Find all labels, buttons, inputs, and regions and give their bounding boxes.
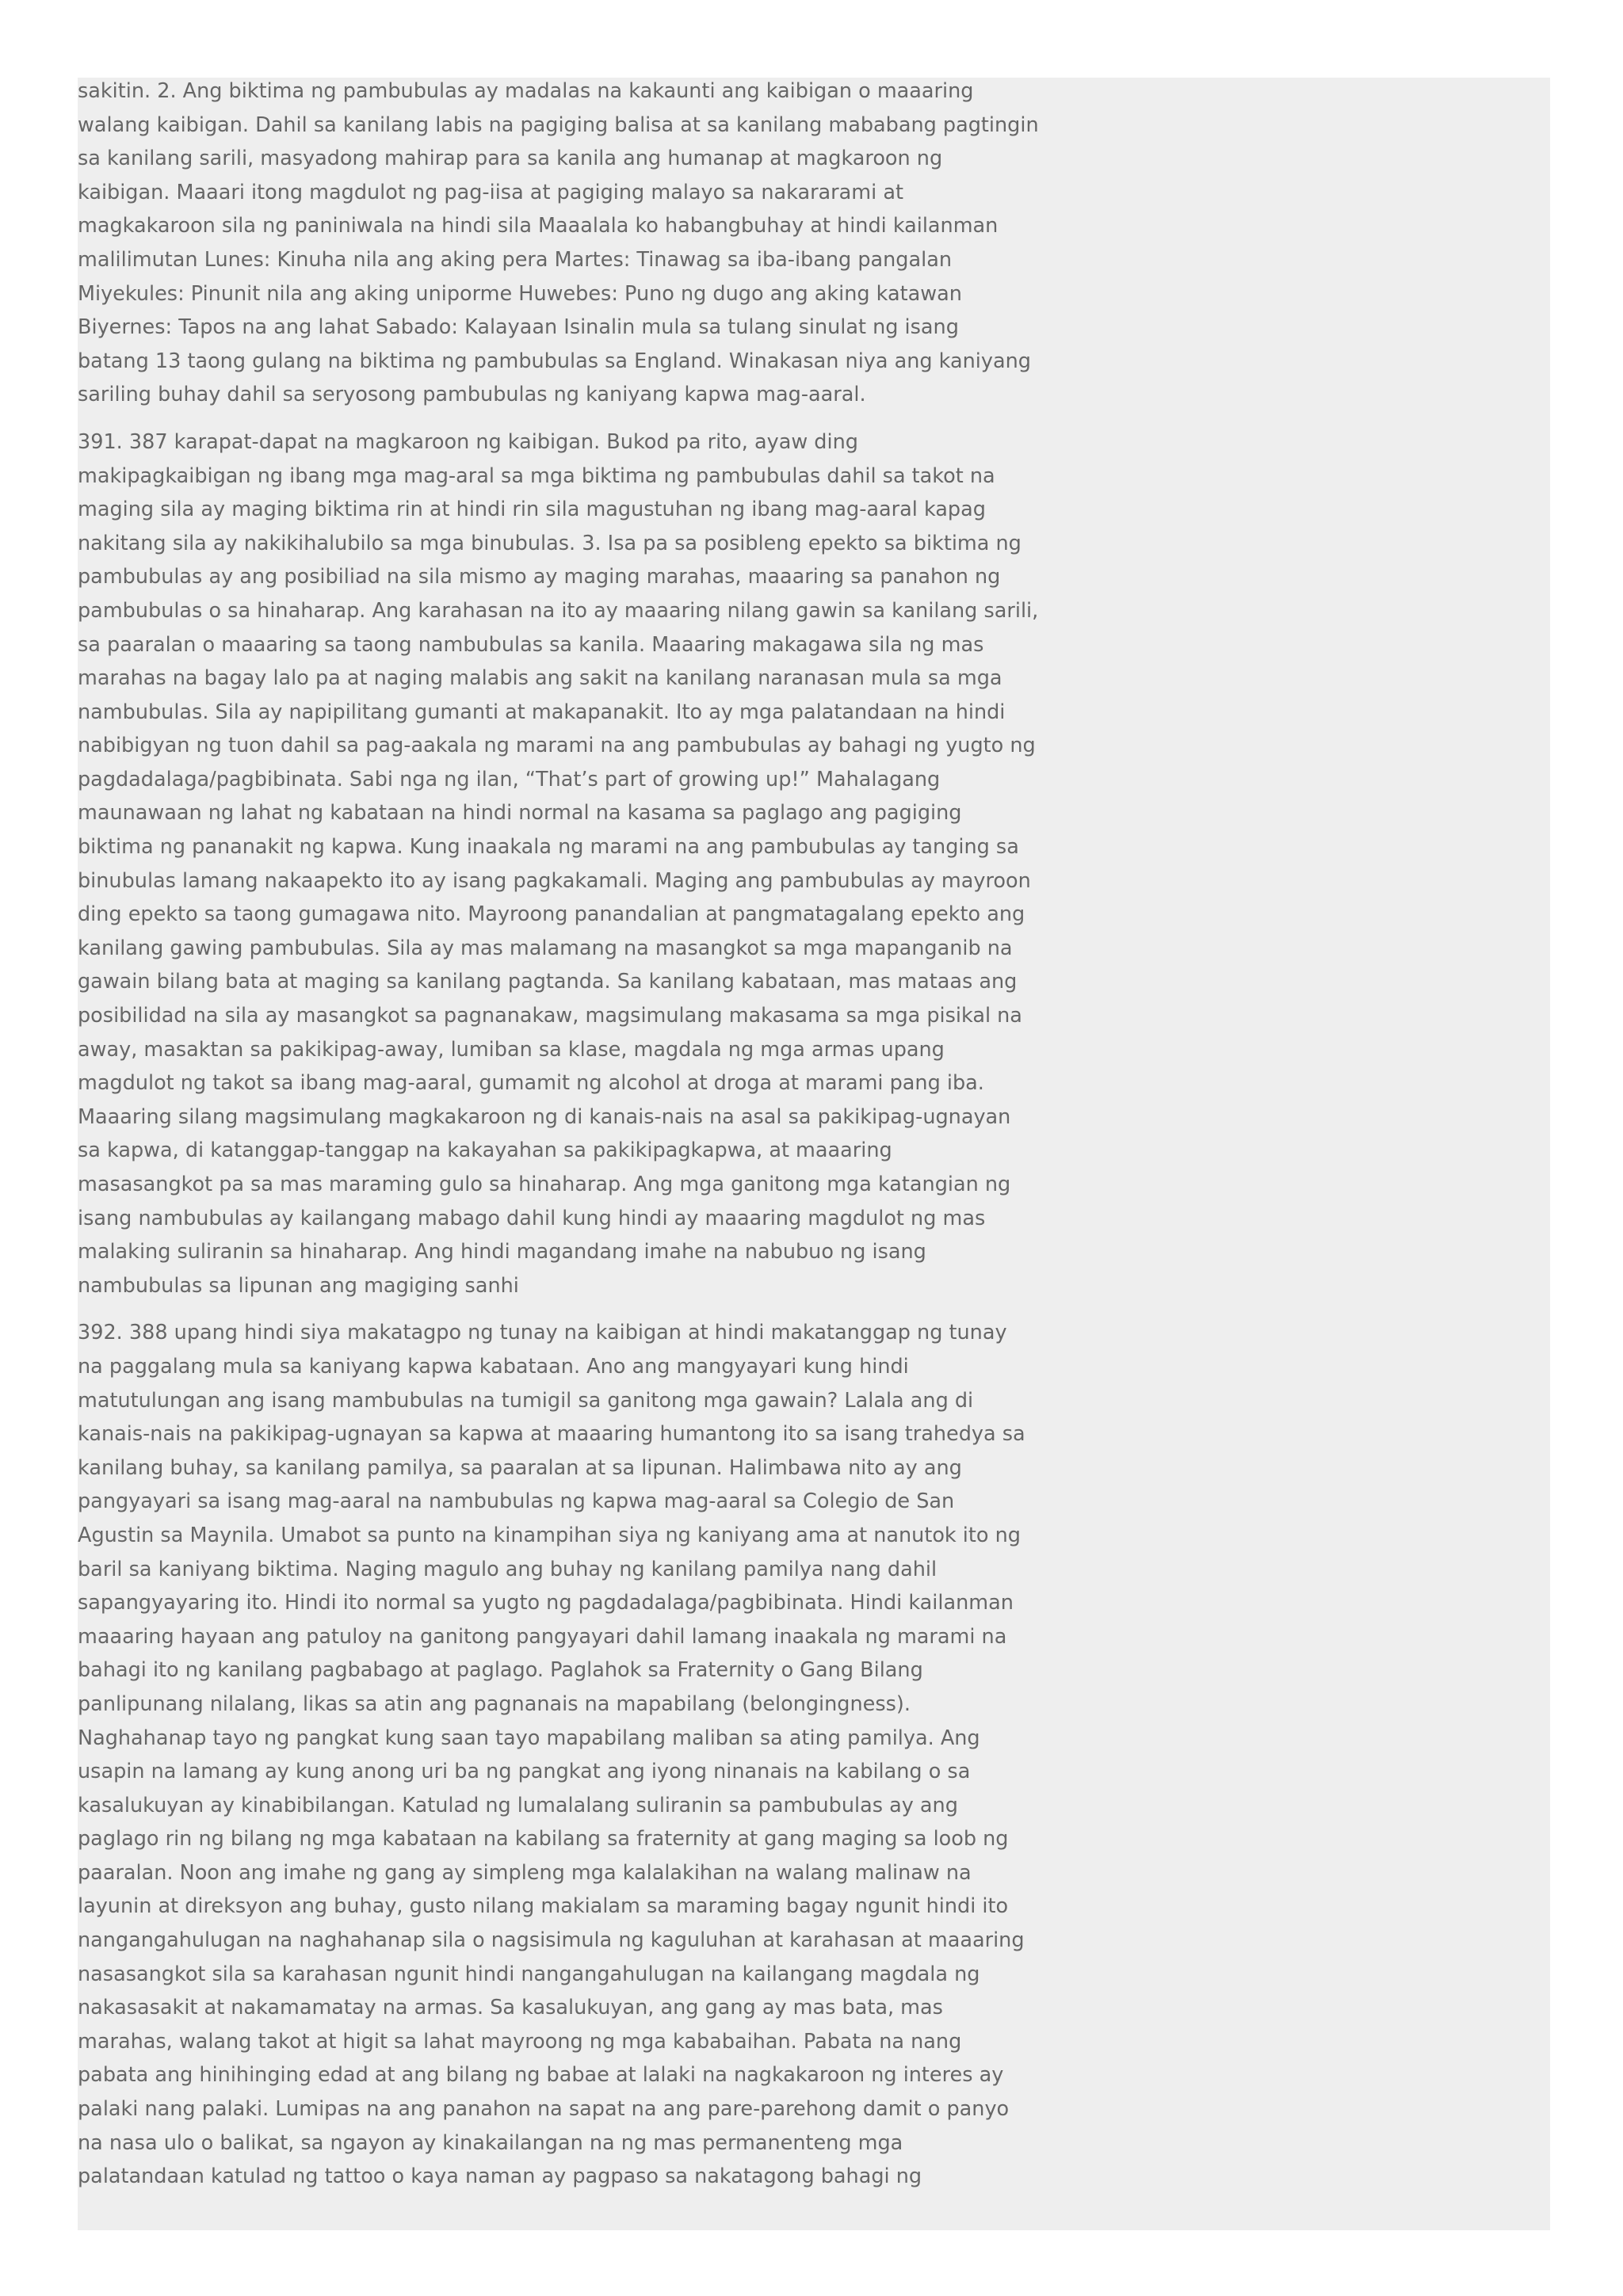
text-line: baril sa kaniyang biktima. Naging magulo ang buhay ng kanilang pamilya nang dahil [78, 1557, 938, 1581]
text-line: sa kapwa, di katanggap-tanggap na kakayahan sa pakikipagkapwa, at maaaring [78, 1138, 892, 1163]
text-line: Biyernes: Tapos na ang lahat Sabado: Kalayaan Isinalin mula sa tulang sinulat ng isang [78, 315, 959, 340]
text-line: Maaaring silang magsimulang magkakaroon ng di kanais-nais na asal sa pakikipag-ugnayan [78, 1104, 1011, 1129]
text-line: sariling buhay dahil sa seryosong pambubulas ng kaniyang kapwa mag-aaral. [78, 383, 866, 407]
text-line: 392. 388 upang hindi siya makatagpo ng tunay na kaibigan at hindi makatanggap ng tunay [78, 1321, 1007, 1345]
text-line: malaking suliranin sa hinaharap. Ang hindi magandang imahe na nabubuo ng isang [78, 1240, 926, 1264]
text-line: nakasasakit at nakamamatay na armas. Sa kasalukuyan, ang gang ay mas bata, mas [78, 1996, 943, 2020]
text-line: bahagi ito ng kanilang pagbabago at paglago. Paglahok sa Fraternity o Gang Bilang [78, 1658, 923, 1683]
text-line: pabata ang hinihinging edad at ang bilang ng babae at lalaki na nagkakaroon ng interes ay [78, 2063, 1004, 2088]
text-line: na nasa ulo o balikat, sa ngayon ay kinakailangan na ng mas permanenteng mga [78, 2130, 903, 2155]
text-line: biktima ng pananakit ng kapwa. Kung inaakala ng marami na ang pambubulas ay tanging sa [78, 835, 1019, 860]
text-line: pagdadalaga/pagbibinata. Sabi nga ng ilan, “That’s part of growing up!” Mahalagang [78, 767, 941, 791]
text-line: palaki nang palaki. Lumipas na ang panahon na sapat na ang pare-parehong damit o panyo [78, 2097, 1010, 2122]
text-line: isang nambubulas ay kailangang mabago dahil kung hindi ay maaaring magdulot ng mas [78, 1206, 986, 1230]
text-line: malilimutan Lunes: Kinuha nila ang aking pera Martes: Tinawag sa iba-ibang pangalan [78, 247, 952, 272]
text-line: na paggalang mula sa kaniyang kapwa kabataan. Ano ang mangyayari kung hindi [78, 1354, 909, 1379]
text-line: usapin na lamang ay kung anong uri ba ng pangkat ang iyong ninanais na kabilang o sa [78, 1760, 971, 1784]
text-line: ding epekto sa taong gumagawa nito. Mayroong panandalian at pangmatagalang epekto ang [78, 902, 1025, 927]
text-line: nabibigyan ng tuon dahil sa pag-aakala ng marami na ang pambubulas ay bahagi ng yugto ng [78, 734, 1036, 758]
text-line: Agustin sa Maynila. Umabot sa punto na kinampihan siya ng kaniyang ama at nanutok ito ng [78, 1523, 1021, 1547]
text-line: paglago rin ng bilang ng mga kabataan na kabilang sa fraternity at gang maging sa loob ng [78, 1827, 1009, 1852]
text-line: posibilidad na sila ay masangkot sa pagnanakaw, magsimulang makasama sa mga pisikal na [78, 1004, 1022, 1028]
text-line: pambubulas o sa hinaharap. Ang karahasan na ito ay maaaring nilang gawin sa kanilang sarili, [78, 598, 1039, 623]
text-line: layunin at direksyon ang buhay, gusto nilang makialam sa maraming bagay ngunit hindi ito [78, 1894, 1009, 1919]
text-line: marahas, walang takot at higit sa lahat mayroong ng mga kababaihan. Pabata na nang [78, 2029, 962, 2054]
text-line: pambubulas ay ang posibiliad na sila mismo ay maging marahas, maaaring sa panahon ng [78, 565, 1001, 589]
text-line: pangyayari sa isang mag-aaral na nambubulas ng kapwa mag-aaral sa Colegio de San [78, 1489, 955, 1514]
text-line: makipagkaibigan ng ibang mga mag-aral sa mga biktima ng pambubulas dahil sa takot na [78, 463, 995, 488]
document-body [78, 74, 1068, 2194]
text-line: nangangahulugan na naghahanap sila o nagsisimula ng kaguluhan at karahasan at maaaring [78, 1928, 1025, 1953]
text-line: nasasangkot sila sa karahasan ngunit hindi nangangahulugan na kailangang magdala ng [78, 1962, 980, 1986]
text-line: magkakaroon sila ng paniniwala na hindi sila Maaalala ko habangbuhay at hindi kailanman [78, 214, 999, 238]
text-line: paaralan. Noon ang imahe ng gang ay simpleng mga kalalakihan na walang malinaw na [78, 1860, 972, 1885]
text-line: magdulot ng takot sa ibang mag-aaral, gumamit ng alcohol at droga at marami pang iba. [78, 1071, 984, 1096]
text-line: gawain bilang bata at maging sa kanilang pagtanda. Sa kanilang kabataan, mas mataas ang [78, 970, 1018, 994]
text-line: masasangkot pa sa mas maraming gulo sa hinaharap. Ang mga ganitong mga katangian ng [78, 1173, 1011, 1196]
text-line: kasalukuyan ay kinabibilangan. Katulad ng lumalalang suliranin sa pambubulas ay ang [78, 1793, 958, 1817]
text-line: kanilang buhay, sa kanilang pamilya, sa paaralan at sa lipunan. Halimbawa nito ay ang [78, 1455, 962, 1480]
text-line: away, masaktan sa pakikipag-away, lumiban sa klase, magdala ng mga armas upang [78, 1037, 945, 1062]
text-line: panlipunang nilalang, likas sa atin ang pagnanais na mapabilang (belongingness). [78, 1691, 911, 1716]
paragraph-2 [78, 425, 1068, 1302]
text-line: nambubulas. Sila ay napipilitang gumanti at makapanakit. Ito ay mga palatandaan na hindi [78, 700, 1006, 724]
text-line: walang kaibigan. Dahil sa kanilang labis na pagiging balisa at sa kanilang mababang pagtingin [78, 113, 1039, 137]
paragraph-1 [78, 74, 1068, 412]
text-line: kanais-nais na pakikipag-ugnayan sa kapwa at maaaring humantong ito sa isang trahedya sa [78, 1422, 1025, 1447]
text-line: maaaring hayaan ang patuloy na ganitong pangyayari dahil lamang inaakala ng marami na [78, 1624, 1007, 1649]
text-line: Miyekules: Pinunit nila ang aking uniporme Huwebes: Puno ng dugo ang aking katawan [78, 281, 962, 306]
text-line: sa kanilang sarili, masyadong mahirap para sa kanila ang humanap at magkaroon ng [78, 147, 943, 171]
text-line: matutulungan ang isang mambubulas na tumigil sa ganitong mga gawain? Lalala ang di [78, 1388, 974, 1413]
text-line: maunawaan ng lahat ng kabataan na hindi normal na kasama sa paglago ang pagiging [78, 801, 962, 826]
text-line: batang 13 taong gulang na biktima ng pambubulas sa England. Winakasan niya ang kaniyang [78, 349, 1031, 373]
text-line: sakitin. 2. Ang biktima ng pambubulas ay madalas na kakaunti ang kaibigan o maaaring [78, 79, 974, 103]
text-line: sapangyayaring ito. Hindi ito normal sa yugto ng pagdadalaga/pagbibinata. Hindi kailanman [78, 1591, 1014, 1615]
text-line: nakitang sila ay nakikihalubilo sa mga binubulas. 3. Isa pa sa posibleng epekto sa biktima ng [78, 531, 1022, 555]
text-line: Naghahanap tayo ng pangkat kung saan tayo mapabilang maliban sa ating pamilya. Ang [78, 1726, 980, 1750]
text-line: nambubulas sa lipunan ang magiging sanhi [78, 1273, 519, 1298]
text-line: kanilang gawing pambubulas. Sila ay mas malamang na masangkot sa mga mapanganib na [78, 936, 1013, 960]
text-line: kaibigan. Maaari itong magdulot ng pag-iisa at pagiging malayo sa nakararami at [78, 180, 903, 204]
paragraph-3 [78, 1316, 1068, 2193]
text-line: 391. 387 karapat-dapat na magkaroon ng kaibigan. Bukod pa rito, ayaw ding [78, 429, 858, 454]
text-line: sa paaralan o maaaring sa taong nambubulas sa kanila. Maaaring makagawa sila ng mas [78, 632, 984, 657]
text-line: binubulas lamang nakaapekto ito ay isang pagkakamali. Maging ang pambubulas ay mayroon [78, 868, 1031, 893]
text-line: marahas na bagay lalo pa at naging malabis ang sakit na kanilang naranasan mula sa mga [78, 666, 1002, 691]
text-line: palatandaan katulad ng tattoo o kaya naman ay pagpaso sa nakatagong bahagi ng [78, 2164, 922, 2189]
text-line: maging sila ay maging biktima rin at hindi rin sila magustuhan ng ibang mag-aaral kapag [78, 498, 986, 522]
